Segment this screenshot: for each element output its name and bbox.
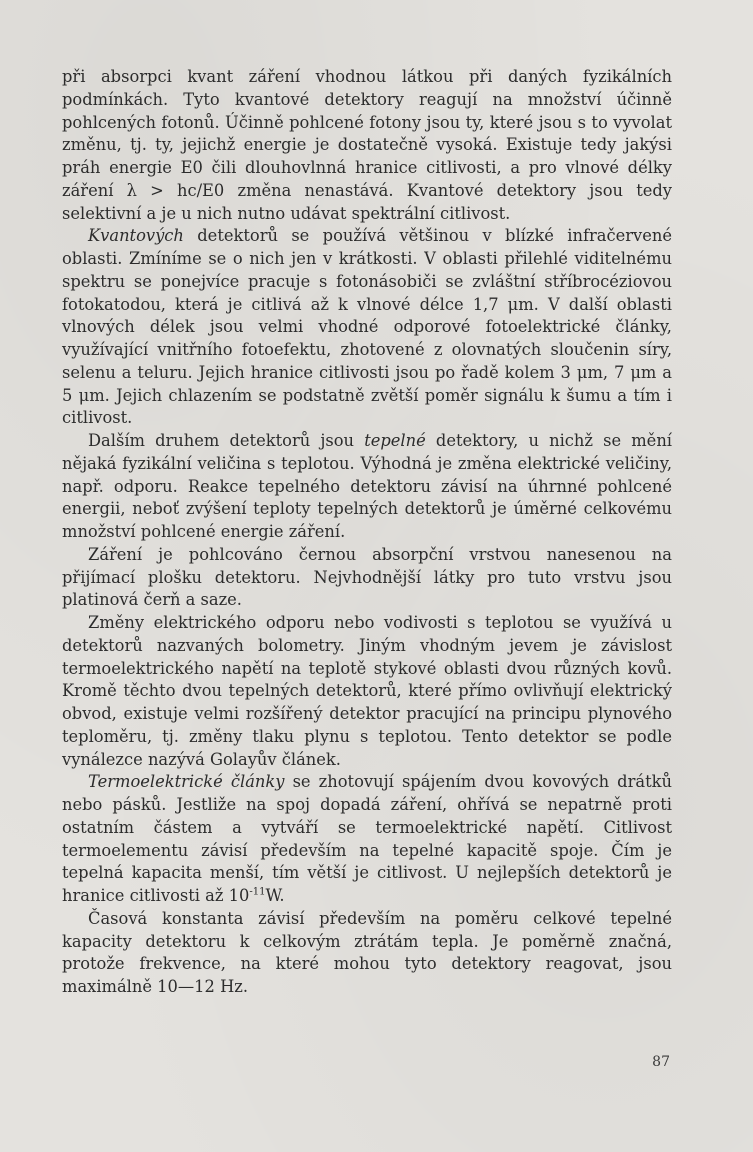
body-text: [62, 66, 672, 999]
paragraph-5: Změny elektrického odporu nebo vodivosti s teplotou se využívá u detektorů nazvaných bolometry. Jiným vhodným jevem je závislost termoelektrického napětí na teplotě stykové oblasti dvou různých kovů. Kromě těchto dvou tepelných detektorů, které přímo ovlivňují elektrický obvod, existuje velmi rozšířený detektor pracující na principu plynového teploměru, tj. změny tlaku plynu s teplotou. Tento detektor se podle vynálezce nazývá Golayův článek.: [62, 613, 672, 769]
paragraph-4: Záření je pohlcováno černou absorpční vrstvou nanesenou na přijímací plošku detektoru. Nejvhodnější látky pro tuto vrstvu jsou platinová čerň a saze.: [62, 544, 672, 610]
paragraph-3: [62, 430, 672, 544]
paragraph-2-text: detektorů se používá většinou v blízké infračervené oblasti. Zmíníme se o nich jen v krátkosti. V oblasti přilehlé viditelnému spektru se ponejvíce pracuje s fotonásobiči se zvláštní stříbrocéziovou fotokatodou, která je citlivá až k vlnové délce 1,7 μm. V další oblasti vlnových délek jsou velmi vhodné odporové fotoelektrické články, využívající vnitřního fotoefektu, zhotovené z olovnatých sloučenin síry, selenu a teluru. Jejich hranice citlivosti jsou po řadě kolem 3 μm, 7 μm a 5 μm. Jejich chlazením se podstatně zvětší poměr signálu k šumu a tím i citlivost.: [62, 226, 672, 428]
paragraph-3-emph: tepelné: [364, 431, 426, 450]
paragraph-7: Časová konstanta závisí především na poměru celkové tepelné kapacity detektoru k celkovým ztrátám tepla. Je poměrně značná, protože frekvence, na které mohou tyto detektory reagovat, jsou maximálně 10—12 Hz.: [62, 908, 672, 996]
paragraph-2-lead: Kvantových: [88, 226, 184, 246]
paragraph-6-lead: Termoelektrické články: [88, 772, 285, 792]
paragraph-3-after: detektory, u nichž se mění nějaká fyzikální veličina s teplotou. Výhodná je změna elektrické veličiny, např. odporu. Reakce tepelného detektoru závisí na úhrnné pohlcené energii, neboť zvýšení teploty tepelných detektorů je úměrné celkovému množství pohlcené energie záření.: [62, 431, 673, 541]
paragraph-1: při absorpci kvant záření vhodnou látkou při daných fyzikálních podmínkách. Tyto kvantové detektory reagují na množství účinně pohlcených fotonů. Účinně pohlcené fotony jsou ty, které jsou s to vyvolat změnu, tj. ty, jejichž energie je dostatečně vysoká. Existuje tedy jakýsi práh energie E0 čili dlouhovlnná hranice citlivosti, a pro vlnové délky záření λ > hc/E0 změna nenastává. Kvantové detektory jsou tedy selektivní a je u nich nutno udávat spektrální citlivost.: [62, 67, 672, 223]
paragraph-6-tail: W.: [265, 886, 285, 905]
paragraph-2: [62, 225, 672, 430]
paragraph-6-exponent: -11: [249, 886, 266, 898]
paragraph-6-text: se zhotovují spájením dvou kovových drátků nebo pásků. Jestliže na spoj dopadá záření, ohřívá se nepatrně proti ostatním částem a vytváří se termoelektrické napětí. Citlivost termoelementu závisí především na tepelné kapacitě spoje. Čím je tepelná kapacita menší, tím větší je citlivost. U nejlepších detektorů je hranice citlivosti až 10: [62, 772, 672, 905]
paragraph-6: [62, 771, 672, 908]
page-number: 87: [652, 1054, 670, 1070]
paragraph-3-before: Dalším druhem detektorů jsou: [88, 431, 365, 450]
